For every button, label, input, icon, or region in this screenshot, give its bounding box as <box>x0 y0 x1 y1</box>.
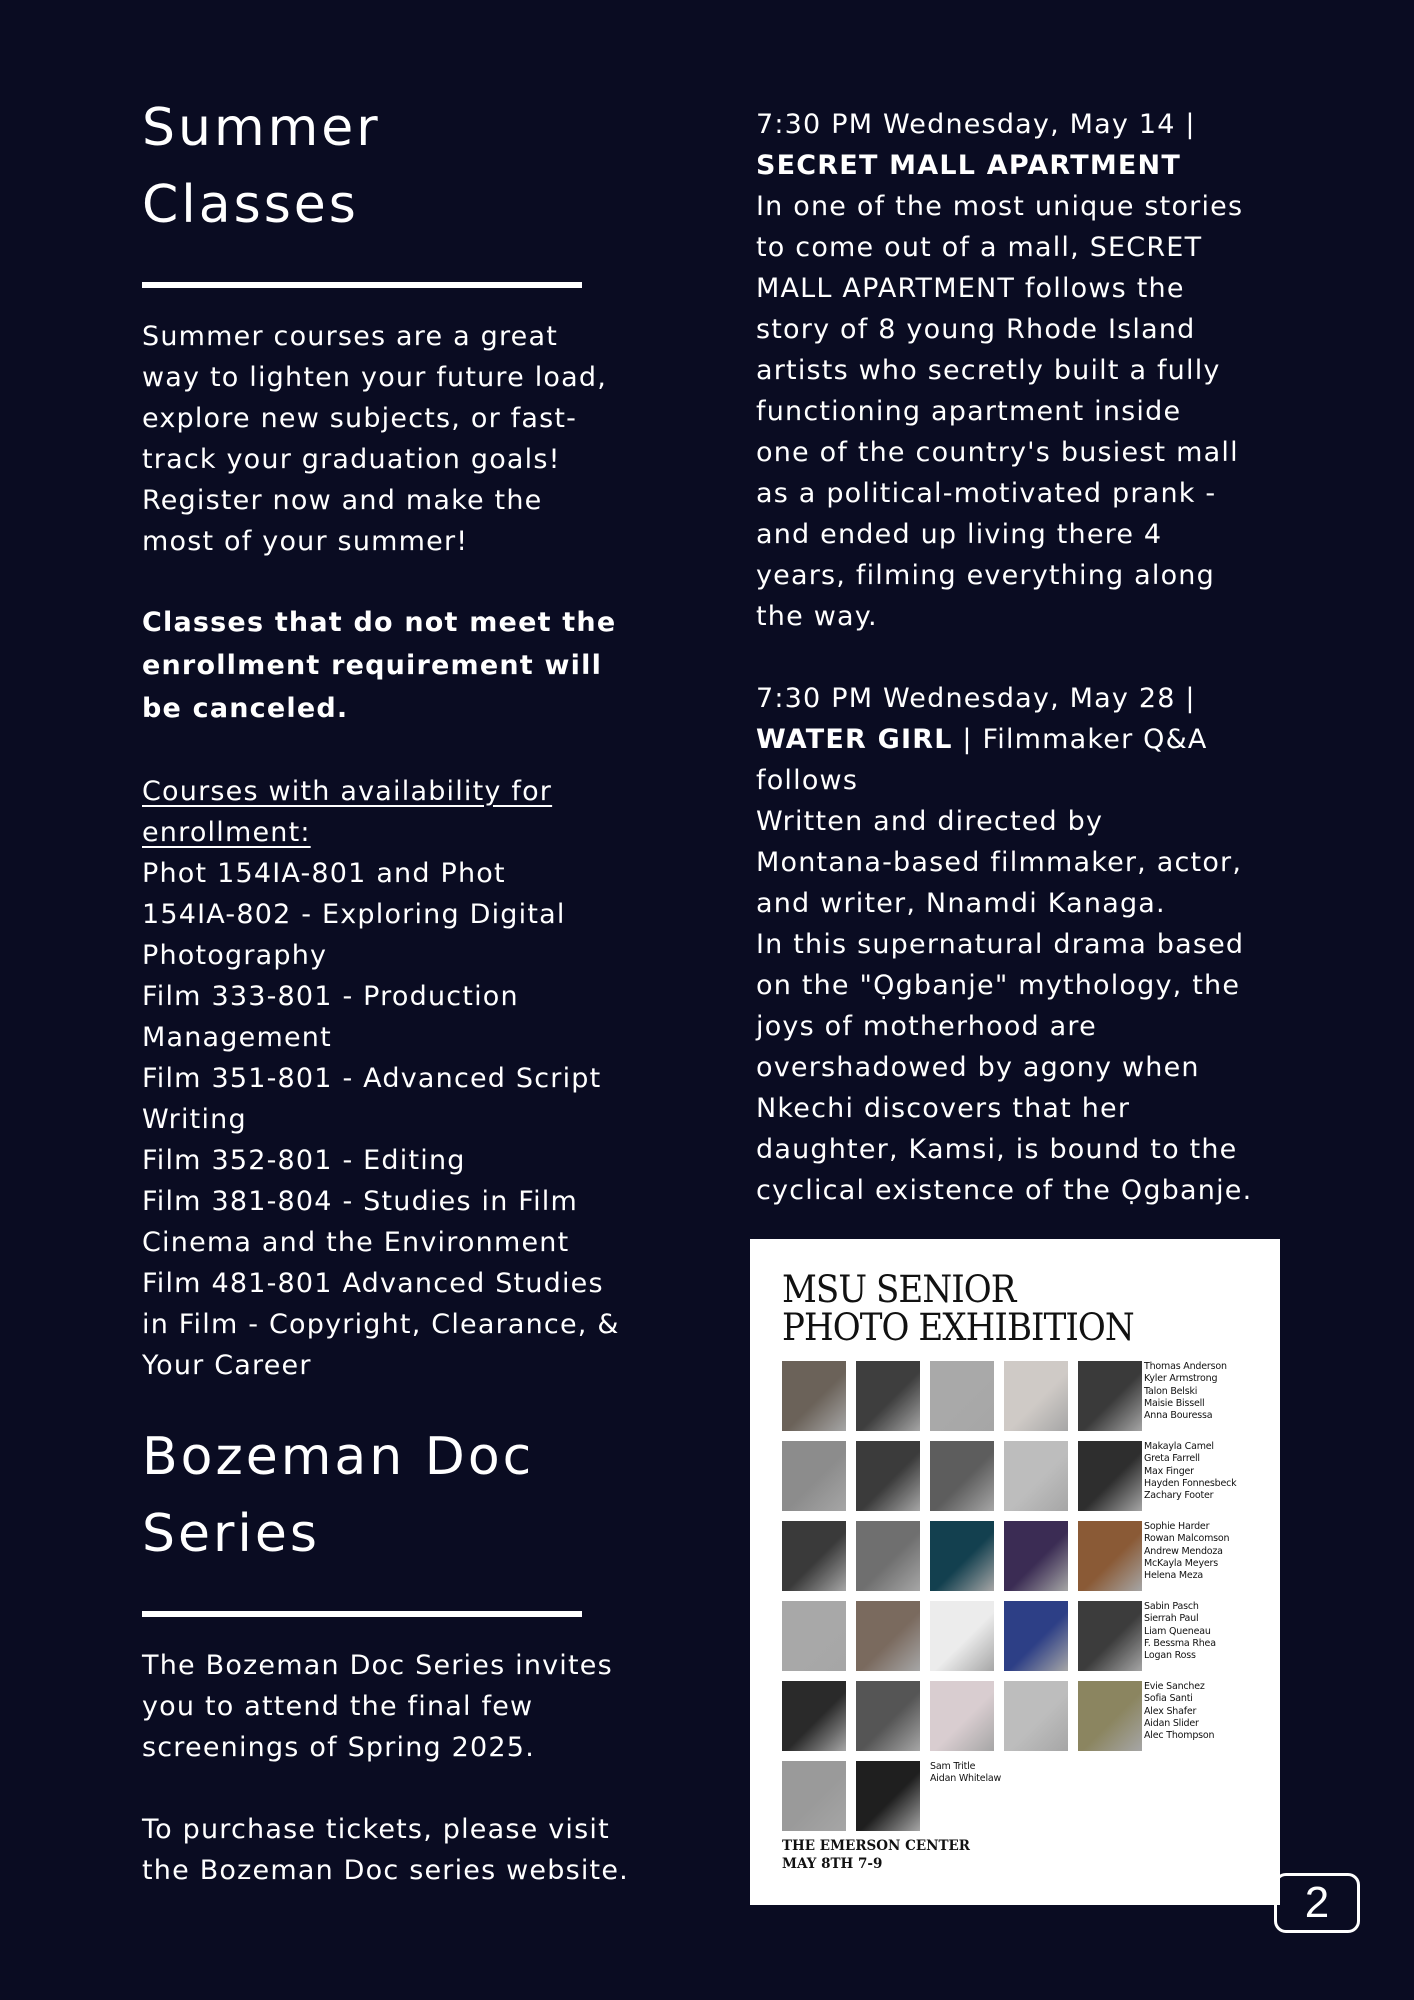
course-list <box>142 853 662 1386</box>
photo-thumbnail <box>782 1441 846 1511</box>
photo-thumbnail <box>930 1681 994 1751</box>
photo-thumbnail <box>1078 1521 1142 1591</box>
photo-thumbnail <box>782 1521 846 1591</box>
text-line: the way. <box>756 601 878 632</box>
artist-name: Rowan Malcomson <box>1144 1533 1230 1545</box>
artist-name: McKayla Meyers <box>1144 1557 1218 1569</box>
poster-title-line: MSU SENIOR <box>782 1268 1016 1311</box>
artist-name: Sophie Harder <box>1144 1521 1210 1532</box>
artist-name: Kyler Armstrong <box>1144 1373 1218 1385</box>
artist-name: Sam Tritle <box>930 1761 976 1772</box>
text-line: Summer courses are a great <box>142 321 559 352</box>
artist-names <box>1144 1601 1216 1662</box>
text-line: MALL APARTMENT follows the <box>756 273 1185 304</box>
artist-name: Greta Farrell <box>1144 1453 1200 1465</box>
photo-thumbnail <box>1078 1681 1142 1751</box>
artist-names <box>1144 1361 1227 1422</box>
photo-thumbnail <box>856 1361 920 1431</box>
screening-2 <box>756 678 1296 1211</box>
text-line: you to attend the final few <box>142 1691 534 1722</box>
artist-name: Evie Sanchez <box>1144 1681 1205 1692</box>
photo-thumbnail <box>856 1441 920 1511</box>
text-line: To purchase tickets, please visit <box>142 1814 610 1845</box>
text-line: Nkechi discovers that her <box>756 1093 1131 1124</box>
poster-title <box>782 1268 1134 1349</box>
photo-thumbnail <box>1004 1361 1068 1431</box>
divider <box>142 282 582 288</box>
artist-name: Sierrah Paul <box>1144 1613 1199 1625</box>
photo-thumbnail <box>930 1361 994 1431</box>
summer-classes-heading <box>142 90 662 244</box>
page-number: 2 <box>1274 1873 1360 1933</box>
artist-name: F. Bessma Rhea <box>1144 1637 1216 1649</box>
text-line: story of 8 young Rhode Island <box>756 314 1196 345</box>
screening-1 <box>756 104 1296 637</box>
doc-invite <box>142 1645 662 1768</box>
text-line: functioning apartment inside <box>756 396 1182 427</box>
right-column <box>756 104 1296 1211</box>
text-line: the Bozeman Doc series website. <box>142 1855 629 1886</box>
heading-line: Classes <box>142 175 359 235</box>
text-line: and ended up living there 4 <box>756 519 1163 550</box>
text-line: daughter, Kamsi, is bound to the <box>756 1134 1238 1165</box>
text-line: joys of motherhood are <box>756 1011 1097 1042</box>
summer-intro <box>142 316 662 562</box>
doc-tickets <box>142 1809 662 1891</box>
screening-time: 7:30 PM Wednesday, May 14 | <box>756 109 1196 140</box>
left-column <box>142 90 662 1891</box>
text-line: track your graduation goals! <box>142 444 561 475</box>
heading-line: Bozeman Doc <box>142 1427 535 1487</box>
text-line: and writer, Nnamdi Kanaga. <box>756 888 1166 919</box>
text-line: The Bozeman Doc Series invites <box>142 1650 613 1681</box>
poster-venue <box>782 1837 970 1873</box>
screening-subtitle: follows <box>756 765 859 796</box>
artist-name: Sofia Santi <box>1144 1693 1193 1705</box>
artist-name: Aidan Whitelaw <box>930 1773 1002 1785</box>
bozeman-doc-heading <box>142 1419 662 1573</box>
text-line: years, filming everything along <box>756 560 1215 591</box>
photo-thumbnail <box>782 1681 846 1751</box>
text-line: Courses with availability for <box>142 776 553 807</box>
text-line: In one of the most unique stories <box>756 191 1244 222</box>
text-line: way to lighten your future load, <box>142 362 608 393</box>
list-item: Photography <box>142 940 328 971</box>
photo-thumbnail <box>930 1441 994 1511</box>
photo-thumbnail <box>1078 1441 1142 1511</box>
list-item: Film 381-804 - Studies in Film <box>142 1186 578 1217</box>
text-line: most of your summer! <box>142 526 469 557</box>
artist-name: Alex Shafer <box>1144 1705 1197 1717</box>
venue-date: MAY 8TH 7-9 <box>782 1856 883 1872</box>
artist-name: Helena Meza <box>1144 1570 1203 1582</box>
photo-thumbnail <box>1078 1361 1142 1431</box>
photo-thumbnail <box>782 1761 846 1831</box>
screening-time: 7:30 PM Wednesday, May 28 | <box>756 683 1196 714</box>
artist-name: Sabin Pasch <box>1144 1601 1199 1612</box>
heading-line: Series <box>142 1504 320 1564</box>
divider <box>142 1611 582 1617</box>
list-item: Writing <box>142 1104 247 1135</box>
text-line: artists who secretly built a fully <box>756 355 1221 386</box>
list-item: Film 333-801 - Production <box>142 981 519 1012</box>
artist-names <box>1144 1441 1236 1502</box>
photo-thumbnail <box>782 1361 846 1431</box>
cancellation-warning <box>142 601 662 730</box>
photo-thumbnail <box>856 1761 920 1831</box>
venue-line: THE EMERSON CENTER <box>782 1838 971 1854</box>
list-item: Management <box>142 1022 332 1053</box>
text-line: screenings of Spring 2025. <box>142 1732 535 1763</box>
photo-thumbnail <box>856 1601 920 1671</box>
artist-name: Liam Queneau <box>1144 1625 1211 1637</box>
list-item: Cinema and the Environment <box>142 1227 570 1258</box>
list-item: 154IA-802 - Exploring Digital <box>142 899 566 930</box>
artist-names <box>1144 1521 1229 1582</box>
photo-thumbnail <box>1004 1601 1068 1671</box>
artist-name: Logan Ross <box>1144 1650 1196 1662</box>
text-line: to come out of a mall, SECRET <box>756 232 1203 263</box>
artist-name: Andrew Mendoza <box>1144 1545 1223 1557</box>
artist-name: Hayden Fonnesbeck <box>1144 1477 1237 1489</box>
text-line: as a political-motivated prank - <box>756 478 1217 509</box>
screening-title: SECRET MALL APARTMENT <box>756 150 1181 181</box>
list-item: Phot 154IA-801 and Phot <box>142 858 506 889</box>
text-line: Montana-based filmmaker, actor, <box>756 847 1243 878</box>
courses-heading <box>142 771 662 853</box>
photo-thumbnail <box>782 1601 846 1671</box>
text-line: cyclical existence of the Ọgbanje. <box>756 1175 1253 1206</box>
photo-thumbnail <box>1004 1681 1068 1751</box>
artist-name: Max Finger <box>1144 1465 1194 1477</box>
list-item: Film 481-801 Advanced Studies <box>142 1268 604 1299</box>
text-line: one of the country's busiest mall <box>756 437 1239 468</box>
text-line: on the "Ọgbanje" mythology, the <box>756 970 1241 1001</box>
text-line: Written and directed by <box>756 806 1104 837</box>
list-item: Film 351-801 - Advanced Script <box>142 1063 602 1094</box>
list-item: Your Career <box>142 1350 312 1381</box>
artist-name: Aidan Slider <box>1144 1717 1199 1729</box>
exhibition-poster <box>750 1239 1280 1905</box>
list-item: in Film - Copyright, Clearance, & <box>142 1309 620 1340</box>
photo-thumbnail <box>930 1521 994 1591</box>
text-line: overshadowed by agony when <box>756 1052 1200 1083</box>
photo-thumbnail <box>856 1681 920 1751</box>
artist-name: Zachary Footer <box>1144 1490 1214 1502</box>
text-line: Classes that do not meet the <box>142 607 617 638</box>
artist-name: Thomas Anderson <box>1144 1361 1227 1372</box>
artist-name: Talon Belski <box>1144 1385 1198 1397</box>
text-line: Register now and make the <box>142 485 543 516</box>
artist-name: Makayla Camel <box>1144 1441 1214 1452</box>
text-line: explore new subjects, or fast- <box>142 403 578 434</box>
text-line: enrollment requirement will <box>142 650 603 681</box>
photo-thumbnail <box>856 1521 920 1591</box>
text-line: be canceled. <box>142 693 349 724</box>
photo-thumbnail <box>1078 1601 1142 1671</box>
poster-title-line: PHOTO EXHIBITION <box>782 1306 1134 1349</box>
text-line: In this supernatural drama based <box>756 929 1245 960</box>
artist-name: Maisie Bissell <box>1144 1397 1205 1409</box>
text-line: enrollment: <box>142 817 311 848</box>
photo-thumbnail <box>1004 1521 1068 1591</box>
heading-line: Summer <box>142 98 381 158</box>
artist-names <box>1144 1681 1214 1742</box>
artist-name: Alec Thompson <box>1144 1730 1215 1742</box>
list-item: Film 352-801 - Editing <box>142 1145 466 1176</box>
photo-thumbnail <box>930 1601 994 1671</box>
screening-title: WATER GIRL <box>756 724 953 755</box>
photo-thumbnail <box>1004 1441 1068 1511</box>
screening-subtitle: | Filmmaker Q&A <box>952 724 1208 755</box>
artist-names <box>930 1761 1001 1786</box>
artist-name: Anna Bouressa <box>1144 1410 1213 1422</box>
